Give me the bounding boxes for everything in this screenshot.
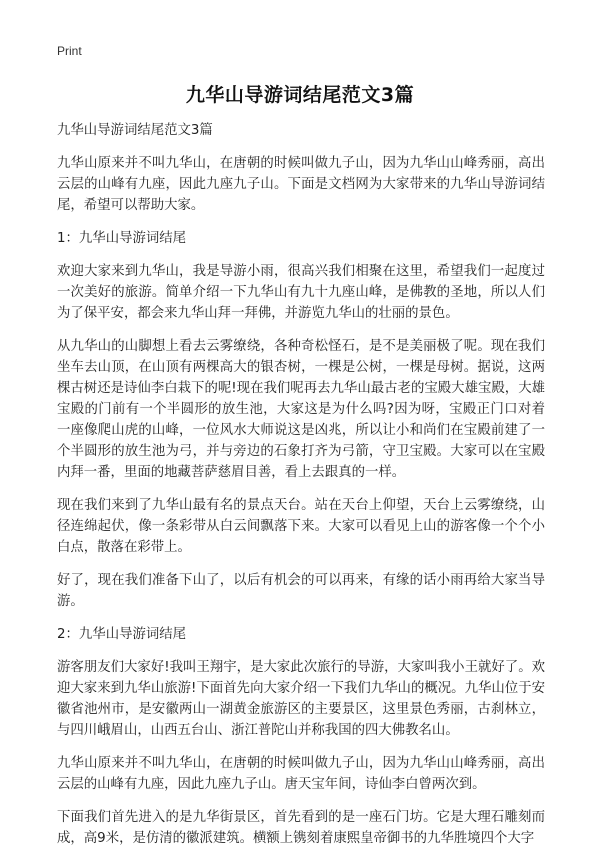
paragraph: 欢迎大家来到九华山，我是导游小雨，很高兴我们相聚在这里，希望我们一起度过一次美好的旅游。简单介绍一下九华山有九十九座山峰，是佛教的圣地，所以人们为了保平安，都会来九华山拜一拜佛，并游览九华山的壮丽的景色。 xyxy=(57,264,545,321)
document-body xyxy=(57,118,545,849)
document-subtitle: 九华山导游词结尾范文3篇 xyxy=(57,123,213,138)
paragraph-intro: 九华山原来并不叫九华山，在唐朝的时候叫做九子山，因为九华山山峰秀丽，高出云层的山峰有九座，因此九座九子山。下面是文档网为大家带来的九华山导游词结尾，希望可以帮助大家。 xyxy=(57,156,545,213)
paragraph: 好了，现在我们准备下山了，以后有机会的可以再来，有缘的话小雨再给大家当导游。 xyxy=(57,573,545,609)
print-link[interactable]: Print xyxy=(57,44,82,58)
paragraph: 九华山原来并不叫九华山，在唐朝的时候叫做九子山，因为九华山山峰秀丽，高出云层的山峰有九座，因此九座九子山。唐天宝年间，诗仙李白曾两次到。 xyxy=(57,756,545,792)
page-title: 九华山导游词结尾范文3篇 xyxy=(185,84,415,106)
section-heading-1: 1：九华山导游词结尾 xyxy=(57,231,187,246)
paragraph: 从九华山的山脚想上看去云雾缭绕，各种奇松怪石，是不是美丽极了呢。现在我们坐车去山顶，在山顶有两棵高大的银杏树，一棵是公树，一棵是母树。据说，这两棵古树还是诗仙李白栽下的呢!现在我们呢再去九华山最古老的宝殿大雄宝殿，大雄宝殿的门前有一个半圆形的放生池，大家这是为什么吗?因为呀，宝殿正门口对着一座像爬山虎的山峰，一位风水大师说这是凶兆，所以让小和尚们在宝殿前建了一个半圆形的放生池为弓，并与旁边的石象打齐为弓箭，守卫宝殿。大家可以在宝殿内拜一番，里面的地藏菩萨慈眉目善，看上去跟真的一样。 xyxy=(57,339,545,480)
paragraph: 下面我们首先进入的是九华街景区，首先看到的是一座石门坊。它是大理石雕刻而成，高9米，是仿清的徽派建筑。横额上镌刻着康熙皇帝御书的九华胜境四个大字 xyxy=(57,810,545,846)
section-heading-2: 2：九华山导游词结尾 xyxy=(57,627,187,642)
paragraph: 现在我们来到了九华山最有名的景点天台。站在天台上仰望，天台上云雾缭绕，山径连绵起伏，像一条彩带从白云间飘落下来。大家可以看见上山的游客像一个个小白点，散落在彩带上。 xyxy=(57,498,545,555)
paragraph: 游客朋友们大家好!我叫王翔宇，是大家此次旅行的导游，大家叫我小王就好了。欢迎大家来到九华山旅游!下面首先向大家介绍一下我们九华山的概况。九华山位于安徽省池州市，是安徽两山一湖黄金旅游区的主要景区，这里景色秀丽，古刹林立，与四川峨眉山，山西五台山、浙江普陀山并称我国的四大佛教名山。 xyxy=(57,660,545,738)
